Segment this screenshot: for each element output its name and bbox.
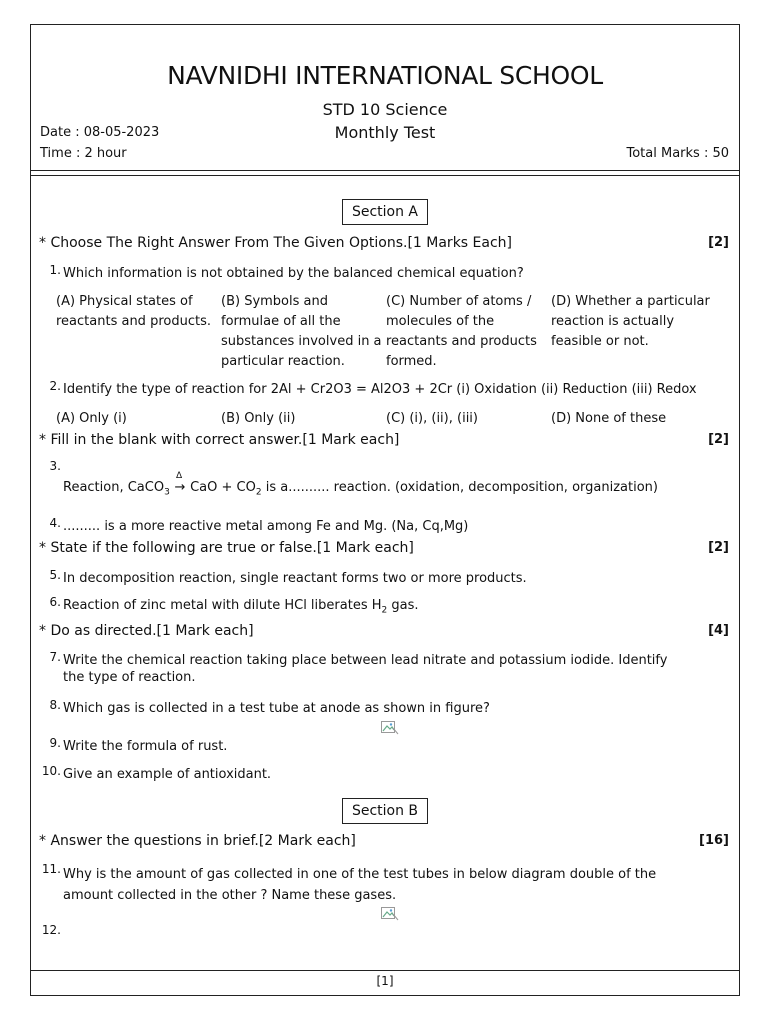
question-5	[39, 570, 729, 587]
reaction-suffix: is a.......... reaction. (oxidation, decomposition, organization)	[261, 480, 658, 495]
group-marks: [2]	[708, 432, 729, 447]
option-a: (A) Only (i)	[56, 411, 127, 426]
question-number: 6.	[49, 595, 61, 609]
question-text: In decomposition reaction, single reactant forms two or more products.	[63, 571, 527, 586]
group-marks: [16]	[699, 833, 729, 848]
option-b: (B) Symbols and formulae of all the substances involved in a particular reaction.	[221, 294, 382, 369]
option-d: (D) None of these	[551, 411, 667, 426]
section-b-title: Section B	[342, 798, 428, 824]
group-marks: [2]	[708, 540, 729, 555]
header-divider-bottom	[31, 175, 739, 176]
question-text: Identify the type of reaction for 2Al + Cr2O3 = Al2O3 + 2Cr (i) Oxidation (ii) Reduction (iii) Redox	[63, 382, 697, 397]
group-heading-text: * Choose The Right Answer From The Given Options.[1 Marks Each]	[39, 235, 512, 251]
reaction-prefix: Reaction, CaCO	[63, 480, 165, 495]
question-text: ......... is a more reactive metal among Fe and Mg. (Na, Cq,Mg)	[63, 519, 469, 534]
subscript: 2	[381, 605, 388, 616]
section-b-title-wrap	[31, 798, 739, 824]
option-c: (C) Number of atoms / molecules of the reactants and products formed.	[386, 294, 537, 369]
group-heading-mcq	[39, 235, 729, 251]
question-11	[39, 864, 729, 906]
total-marks: Total Marks : 50	[626, 146, 729, 161]
question-8	[39, 700, 729, 717]
subscript: 3	[164, 487, 170, 498]
question-6	[39, 597, 729, 620]
footer-divider	[31, 970, 739, 971]
question-text: Why is the amount of gas collected in one of the test tubes in below diagram double of the amount collected in the other ? Name these gases.	[63, 867, 657, 903]
group-heading-text: * Fill in the blank with correct answer.[1 Mark each]	[39, 432, 400, 448]
question-1-options	[56, 292, 729, 372]
question-1	[39, 265, 729, 282]
question-text: Write the formula of rust.	[63, 739, 228, 754]
broken-image-icon	[381, 906, 399, 920]
standard-subject: STD 10 Science	[322, 100, 448, 119]
exam-page	[30, 24, 740, 996]
question-text: Which gas is collected in a test tube at anode as shown in figure?	[63, 701, 490, 716]
question-number: 1.	[49, 263, 61, 277]
question-text: Write the chemical reaction taking place between lead nitrate and potassium iodide. Identify the type of reaction.	[63, 653, 668, 685]
question-number: 10.	[41, 764, 61, 778]
question-number: 12.	[41, 923, 61, 937]
question-4	[39, 518, 729, 535]
section-a-title: Section A	[342, 199, 428, 225]
arrow-symbol: →	[174, 480, 186, 495]
question-12	[39, 925, 729, 939]
question-3-text	[63, 471, 729, 502]
test-type: Monthly Test	[334, 123, 436, 142]
question-text: Give an example of antioxidant.	[63, 767, 272, 782]
heat-arrow	[174, 471, 186, 496]
question-10	[39, 766, 729, 783]
option-c: (C) (i), (ii), (iii)	[386, 411, 478, 426]
question-number: 8.	[49, 698, 61, 712]
question-text: Which information is not obtained by the balanced chemical equation?	[63, 266, 524, 281]
question-3	[39, 461, 729, 475]
subscript: 2	[255, 487, 262, 498]
page-number: [1]	[376, 974, 394, 988]
question-9	[39, 738, 729, 755]
group-heading-text: * State if the following are true or false.[1 Mark each]	[39, 540, 414, 556]
group-heading-text: * Answer the questions in brief.[2 Mark each]	[39, 833, 356, 849]
group-marks: [2]	[708, 235, 729, 250]
question-2-options	[56, 409, 729, 429]
question-number: 3.	[49, 459, 61, 473]
question-number: 7.	[49, 650, 61, 664]
option-b: (B) Only (ii)	[221, 411, 296, 426]
option-d: (D) Whether a particular reaction is actually feasible or not.	[551, 294, 710, 349]
question-number: 11.	[41, 862, 61, 876]
section-a-title-wrap	[31, 199, 739, 225]
header-divider-top	[31, 170, 739, 171]
school-name: NAVNIDHI INTERNATIONAL SCHOOL	[167, 61, 603, 90]
group-heading-fill-blank	[39, 432, 729, 448]
group-heading-do-as-directed	[39, 623, 729, 639]
question-number: 4.	[49, 516, 61, 530]
option-a: (A) Physical states of reactants and products.	[56, 294, 211, 329]
group-heading-brief	[39, 833, 729, 849]
exam-time: Time : 2 hour	[40, 146, 127, 161]
group-heading-true-false	[39, 540, 729, 556]
question-text: Reaction of zinc metal with dilute HCl liberates H	[63, 598, 382, 613]
delta-symbol: Δ	[175, 471, 183, 481]
question-2	[39, 381, 729, 398]
exam-date: Date : 08-05-2023	[40, 125, 160, 140]
exam-header	[31, 25, 739, 171]
broken-image-icon	[381, 720, 399, 734]
group-heading-text: * Do as directed.[1 Mark each]	[39, 623, 254, 639]
question-number: 5.	[49, 568, 61, 582]
group-marks: [4]	[708, 623, 729, 638]
question-text-suffix: gas.	[387, 598, 419, 613]
question-7	[39, 652, 729, 686]
question-number: 2.	[49, 379, 61, 393]
question-number: 9.	[49, 736, 61, 750]
reaction-mid: CaO + CO	[185, 480, 256, 495]
